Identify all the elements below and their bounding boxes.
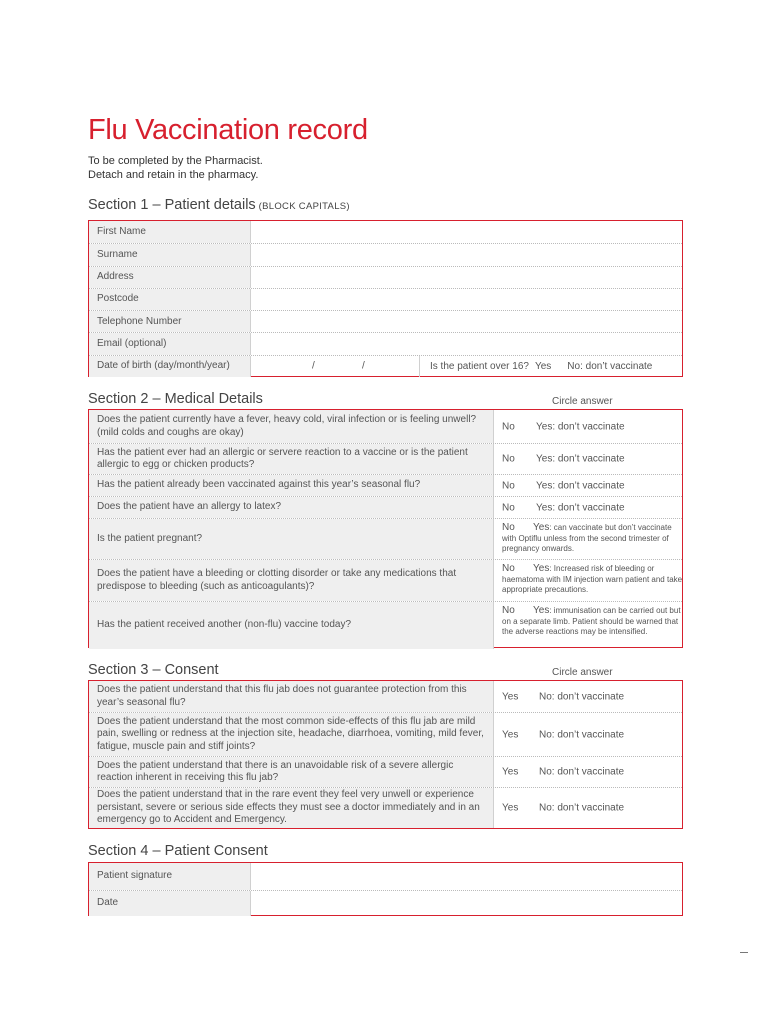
date-input[interactable] (251, 891, 682, 917)
patient-consent-table (88, 862, 683, 916)
section-4-heading: Section 4 – Patient Consent (88, 843, 268, 859)
answer-no[interactable]: No (502, 453, 515, 465)
dob-separator: / (312, 360, 315, 372)
answer-no[interactable]: No (502, 522, 515, 533)
medical-question-row (89, 518, 682, 559)
email-input[interactable] (251, 333, 682, 354)
section-3-circle-answer: Circle answer (552, 667, 613, 678)
over-16-no-option[interactable]: No: don’t vaccinate (567, 360, 653, 372)
field-label: Address (89, 267, 251, 288)
answer-no[interactable]: No: don’t vaccinate (539, 766, 625, 778)
field-label: Email (optional) (89, 333, 251, 354)
medical-question: Is the patient pregnant? (89, 519, 494, 559)
answer-yes[interactable]: Yes (502, 766, 519, 778)
field-label: Date (89, 891, 251, 917)
section-1-title: Section 1 – Patient details (88, 197, 256, 213)
consent-question: Does the patient understand that the most common side-effects of this flu jab are mild pain, swelling or redness at the injection site, headache, diarrhoea, vomiting, mild fever, fatigue, muscle pain and stiff joints? (89, 713, 494, 756)
field-label: Patient signature (89, 863, 251, 890)
field-row-address (89, 266, 682, 288)
consent-table (88, 680, 683, 829)
answer-no[interactable]: No: don’t vaccinate (539, 691, 625, 702)
consent-question: Does the patient understand that there is an unavoidable risk of a severe allergic reaction inherent in receiving this flu jab? (89, 757, 494, 787)
answer-yes[interactable]: Yes: don’t vaccinate (536, 421, 625, 432)
first-name-input[interactable] (251, 221, 682, 243)
intro-line-2: Detach and retain in the pharmacy. (88, 169, 259, 181)
postcode-input[interactable] (251, 289, 682, 310)
intro-text (88, 154, 263, 182)
field-label: First Name (89, 221, 251, 243)
answer-yes[interactable]: Yes: don’t vaccinate (536, 480, 625, 491)
block-capitals-note: (BLOCK CAPITALS) (258, 201, 350, 212)
field-label: Date of birth (day/month/year) (89, 356, 251, 377)
medical-question: Does the patient have a bleeding or clotting disorder or take any medications that predispose to bleeding (such as anticoagulants)? (89, 560, 494, 601)
field-label: Telephone Number (89, 311, 251, 332)
consent-question-row (89, 712, 682, 756)
patient-details-table (88, 220, 683, 377)
over-16-question (419, 356, 690, 377)
medical-question-row (89, 559, 682, 601)
medical-question: Has the patient ever had an allergic or servere reaction to a vaccine or is the patient allergic to egg or chicken products? (89, 444, 494, 474)
field-row-signature (89, 863, 682, 890)
answer-yes[interactable]: Yes (533, 563, 550, 574)
answer-yes[interactable]: Yes (533, 605, 550, 616)
page-title: Flu Vaccination record (88, 114, 368, 146)
medical-question: Has the patient received another (non-flu) vaccine today? (89, 602, 494, 649)
medical-question: Does the patient currently have a fever, heavy cold, viral infection or is feeling unwell? (mild colds and coughs are okay) (89, 410, 494, 443)
dob-separator: / (362, 360, 365, 372)
field-row-email (89, 332, 682, 354)
consent-question-row (89, 787, 682, 828)
medical-details-table (88, 409, 683, 648)
page-mark (740, 952, 748, 953)
answer-yes-detail: : immunisation can be carried out but on a separate limb. Patient should be warned that the adverse reactions may be intensified. (502, 606, 681, 637)
medical-question-row (89, 601, 682, 649)
answer-options (502, 564, 687, 596)
over-16-label: Is the patient over 16? (430, 360, 529, 372)
answer-no[interactable]: No (502, 421, 515, 432)
surname-input[interactable] (251, 244, 682, 265)
answer-yes[interactable]: Yes: don’t vaccinate (536, 502, 625, 513)
answer-yes-detail: : can vaccinate but don’t vaccinate with Optiflu unless from the second trimester of pregnancy onwards. (502, 523, 672, 554)
over-16-yes-option[interactable]: Yes (534, 360, 552, 372)
section-3-heading: Section 3 – Consent (88, 662, 219, 678)
field-row-first-name (89, 221, 682, 243)
field-row-dob (89, 355, 682, 377)
consent-question: Does the patient understand that this flu jab does not guarantee protection from this year’s seasonal flu? (89, 681, 494, 712)
field-row-date (89, 890, 682, 917)
answer-no[interactable]: No: don’t vaccinate (539, 802, 625, 814)
answer-yes[interactable]: Yes (502, 802, 519, 814)
intro-line-1: To be completed by the Pharmacist. (88, 155, 263, 167)
medical-question-row (89, 410, 682, 443)
answer-yes[interactable]: Yes (502, 691, 519, 702)
answer-yes-detail: : Increased risk of bleeding or haematoma with IM injection warn patient and take appropriate precautions. (502, 564, 683, 595)
answer-options (502, 606, 687, 638)
answer-no[interactable]: No (502, 605, 515, 616)
consent-question: Does the patient understand that in the rare event they feel very unwell or experience persistant, severe or serious side effects they must see a doctor immediately and in an emergency go to Accident and Emergency. (89, 788, 494, 828)
answer-no[interactable]: No (502, 502, 515, 513)
answer-no[interactable]: No (502, 563, 515, 574)
signature-input[interactable] (251, 863, 682, 890)
dob-input[interactable] (251, 356, 682, 377)
answer-no[interactable]: No (502, 480, 515, 491)
consent-question-row (89, 681, 682, 712)
section-2-heading: Section 2 – Medical Details (88, 391, 263, 407)
section-2-circle-answer: Circle answer (552, 396, 613, 407)
field-row-telephone (89, 310, 682, 332)
answer-yes[interactable]: Yes (502, 729, 519, 740)
answer-options (502, 523, 687, 555)
field-label: Postcode (89, 289, 251, 310)
telephone-input[interactable] (251, 311, 682, 332)
medical-question-row (89, 474, 682, 496)
field-label: Surname (89, 244, 251, 265)
address-input[interactable] (251, 267, 682, 288)
medical-question-row (89, 496, 682, 518)
medical-question: Has the patient already been vaccinated against this year’s seasonal flu? (89, 475, 494, 496)
answer-yes[interactable]: Yes (533, 522, 550, 533)
field-row-surname (89, 243, 682, 265)
medical-question: Does the patient have an allergy to latex? (89, 497, 494, 518)
section-1-heading (88, 197, 350, 213)
consent-question-row (89, 756, 682, 787)
answer-no[interactable]: No: don’t vaccinate (539, 729, 625, 740)
medical-question-row (89, 443, 682, 474)
field-row-postcode (89, 288, 682, 310)
answer-yes[interactable]: Yes: don’t vaccinate (536, 453, 625, 465)
